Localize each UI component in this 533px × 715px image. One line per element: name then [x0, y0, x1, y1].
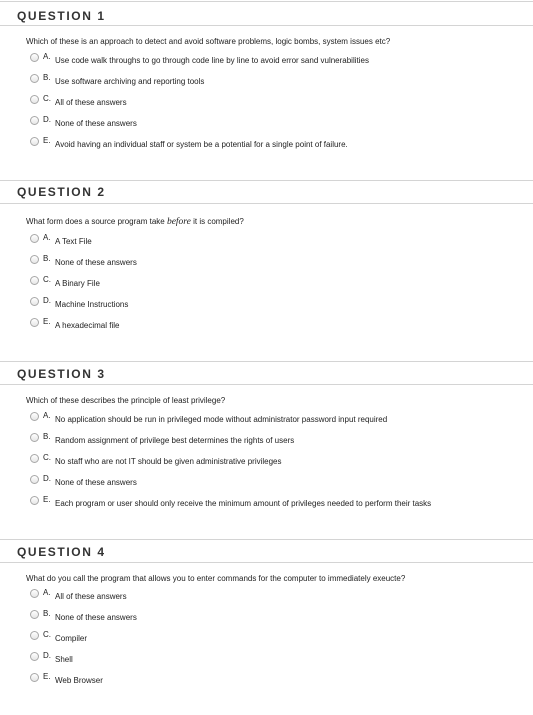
option-text: No application should be run in privileged mode without administrator password input required: [55, 415, 388, 424]
option-letter: D.: [43, 115, 51, 124]
option-text: A Text File: [55, 237, 92, 246]
option-text: None of these answers: [55, 258, 137, 267]
option-text: Random assignment of privilege best determines the rights of users: [55, 436, 295, 445]
radio-button[interactable]: [30, 631, 39, 640]
radio-button[interactable]: [30, 255, 39, 264]
question-2-header: QUESTION 2: [17, 185, 106, 199]
option-letter: D.: [43, 474, 51, 483]
radio-button[interactable]: [30, 610, 39, 619]
radio-button[interactable]: [30, 297, 39, 306]
radio-button[interactable]: [30, 475, 39, 484]
option-letter: B.: [43, 432, 51, 441]
option-text: None of these answers: [55, 613, 137, 622]
option-letter: A.: [43, 588, 51, 597]
question-3-text: Which of these describes the principle of least privilege?: [26, 396, 226, 405]
question-1-header: QUESTION 1: [17, 9, 106, 23]
radio-button[interactable]: [30, 116, 39, 125]
option-letter: A.: [43, 233, 51, 242]
emphasis-before: before: [166, 217, 191, 227]
radio-button[interactable]: [30, 433, 39, 442]
radio-button[interactable]: [30, 496, 39, 505]
option-text: None of these answers: [55, 119, 137, 128]
option-letter: C.: [43, 630, 51, 639]
option-letter: E.: [43, 495, 51, 504]
radio-button[interactable]: [30, 53, 39, 62]
option-letter: E.: [43, 136, 51, 145]
radio-button[interactable]: [30, 276, 39, 285]
option-text: Machine Instructions: [55, 300, 129, 309]
question-1-top-rule: [0, 1, 533, 2]
option-letter: B.: [43, 609, 51, 618]
option-letter: D.: [43, 651, 51, 660]
option-text: Use code walk throughs to go through code line by line to avoid error sand vulnerabilities: [55, 56, 369, 65]
option-text: Avoid having an individual staff or system be a potential for a single point of failure.: [55, 140, 348, 149]
question-3-header-rule: [0, 384, 533, 385]
option-text: All of these answers: [55, 98, 127, 107]
question-4-text: What do you call the program that allows you to enter commands for the computer to immediately exeucte?: [26, 574, 406, 583]
option-text: All of these answers: [55, 592, 127, 601]
radio-button[interactable]: [30, 454, 39, 463]
option-text: A Binary File: [55, 279, 100, 288]
radio-button[interactable]: [30, 137, 39, 146]
radio-button[interactable]: [30, 673, 39, 682]
radio-button[interactable]: [30, 412, 39, 421]
option-text: Web Browser: [55, 676, 103, 685]
option-text: A hexadecimal file: [55, 321, 120, 330]
option-text: No staff who are not IT should be given administrative privileges: [55, 457, 282, 466]
question-3-top-rule: [0, 361, 533, 362]
option-letter: B.: [43, 73, 51, 82]
option-letter: C.: [43, 94, 51, 103]
question-2-header-rule: [0, 203, 533, 204]
option-letter: E.: [43, 672, 51, 681]
option-letter: C.: [43, 453, 51, 462]
question-1-text: Which of these is an approach to detect and avoid software problems, logic bombs, system issues etc?: [26, 37, 391, 46]
option-letter: A.: [43, 52, 51, 61]
question-2-text: What form does a source program take before it is compiled?: [26, 217, 244, 227]
question-3-header: QUESTION 3: [17, 367, 106, 381]
question-4-top-rule: [0, 539, 533, 540]
question-4-header-rule: [0, 562, 533, 563]
option-letter: C.: [43, 275, 51, 284]
option-text: Compiler: [55, 634, 88, 643]
question-1-header-rule: [0, 25, 533, 26]
option-letter: B.: [43, 254, 51, 263]
option-letter: A.: [43, 411, 51, 420]
option-letter: E.: [43, 317, 51, 326]
option-text: Use software archiving and reporting tools: [55, 77, 205, 86]
option-text: Shell: [55, 655, 73, 664]
option-letter: D.: [43, 296, 51, 305]
radio-button[interactable]: [30, 318, 39, 327]
option-text: None of these answers: [55, 478, 137, 487]
radio-button[interactable]: [30, 589, 39, 598]
radio-button[interactable]: [30, 74, 39, 83]
question-2-top-rule: [0, 180, 533, 181]
option-text: Each program or user should only receive the minimum amount of privileges needed to perform their tasks: [55, 499, 432, 508]
radio-button[interactable]: [30, 95, 39, 104]
radio-button[interactable]: [30, 234, 39, 243]
radio-button[interactable]: [30, 652, 39, 661]
question-4-header: QUESTION 4: [17, 545, 106, 559]
